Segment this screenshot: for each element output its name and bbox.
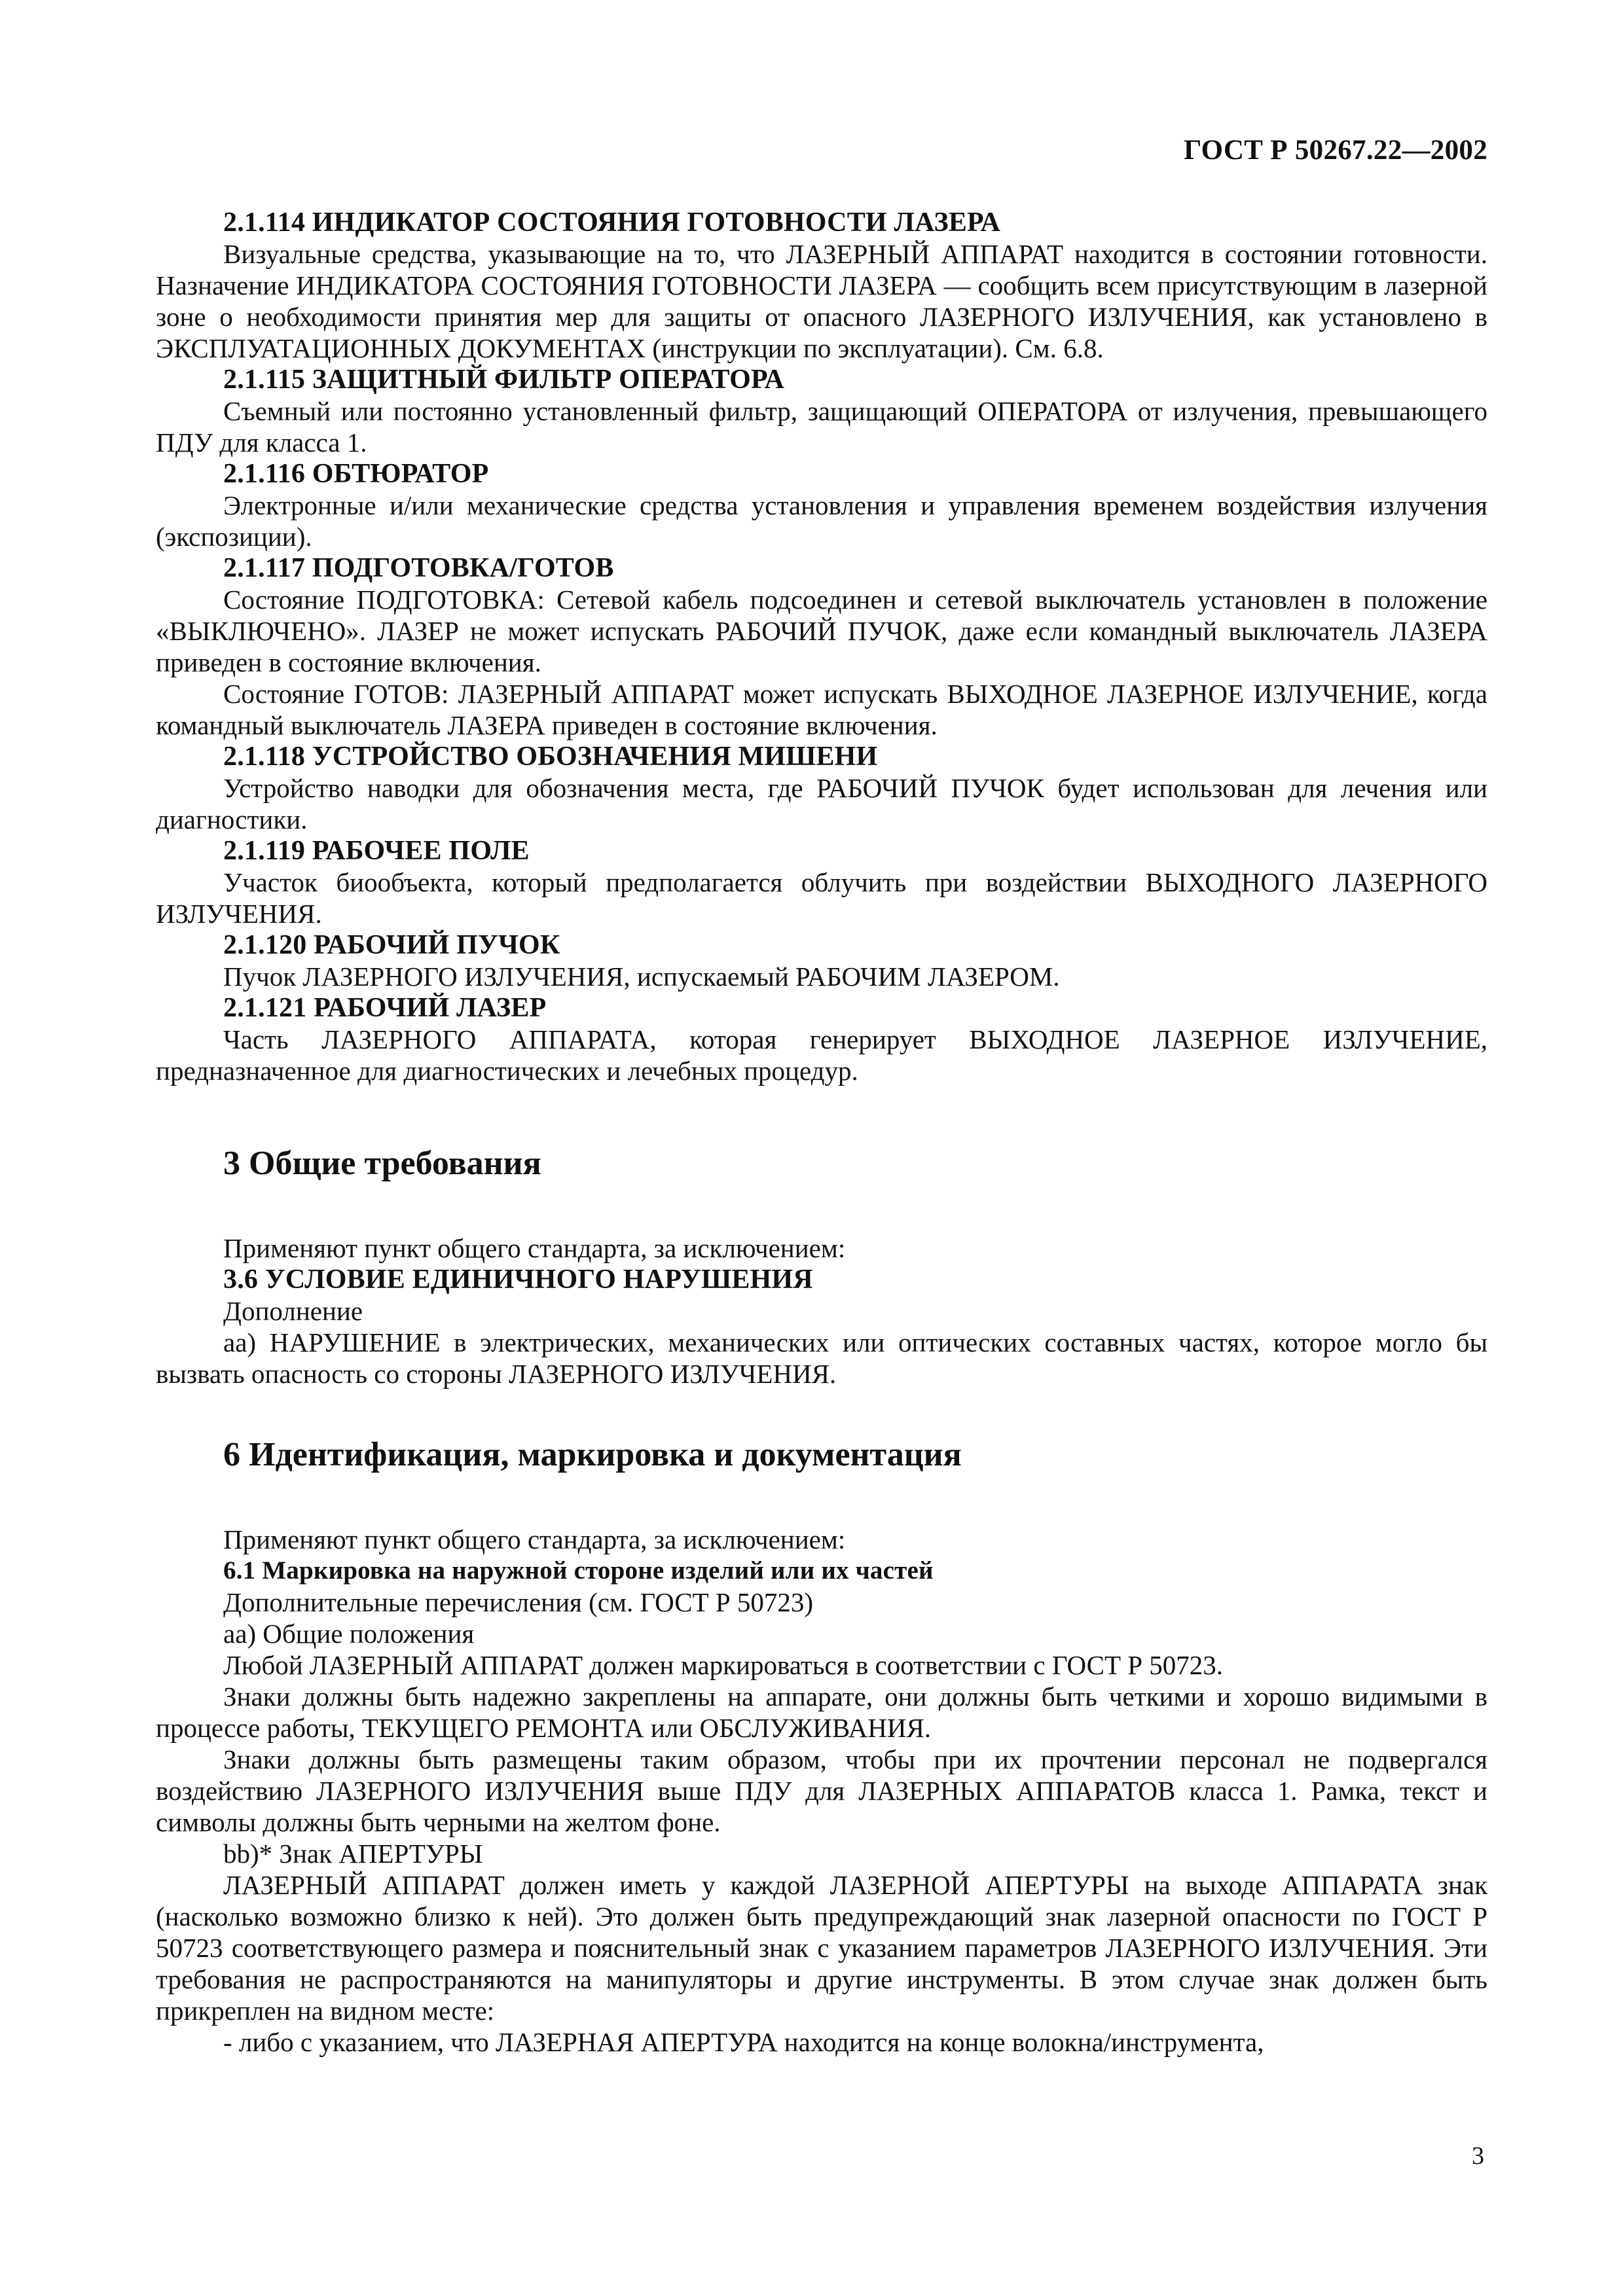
paragraph: Знаки должны быть размещены таким образом, чтобы при их прочтении персонал не подвергался воздействию ЛАЗЕРНОГО ИЗЛУЧЕНИЯ выше ПДУ для ЛАЗЕРНЫХ АППАРАТОВ класса 1. Рамка, текст и символы должны быть черными на желтом фоне. (156, 1744, 1487, 1837)
term-heading: 2.1.120 РАБОЧИЙ ПУЧОК (223, 930, 560, 960)
term-definition: Участок биообъекта, который предполагается облучить при воздействии ВЫХОДНОГО ЛАЗЕРНОГО ИЗЛУЧЕНИЯ. (156, 867, 1487, 929)
term-definition: Электронные и/или механические средства установления и управления временем воздействия излучения (экспозиции). (156, 490, 1487, 552)
term-definition: Часть ЛАЗЕРНОГО АППАРАТА, которая генерирует ВЫХОДНОЕ ЛАЗЕРНОЕ ИЗЛУЧЕНИЕ, предназначенное для диагностических и лечебных процедур. (156, 1024, 1487, 1086)
term-definition: Пучок ЛАЗЕРНОГО ИЗЛУЧЕНИЯ, испускаемый РАБОЧИМ ЛАЗЕРОМ. (223, 961, 1060, 992)
paragraph: Дополнительные перечисления (см. ГОСТ Р 50723) (223, 1587, 814, 1617)
term-heading: 2.1.121 РАБОЧИЙ ЛАЗЕР (223, 993, 547, 1023)
term-definition: Съемный или постоянно установленный фильтр, защищающий ОПЕРАТОРА от излучения, превышающего ПДУ для класса 1. (156, 396, 1487, 457)
paragraph: Любой ЛАЗЕРНЫЙ АППАРАТ должен маркироваться в соответствии с ГОСТ Р 50723. (223, 1650, 1224, 1680)
paragraph: аа) Общие положения (223, 1619, 475, 1649)
document-body (156, 207, 1487, 2058)
paragraph: Знаки должны быть надежно закреплены на аппарате, они должны быть четкими и хорошо видимыми в процессе работы, ТЕКУЩЕГО РЕМОНТА или ОБСЛУЖИВАНИЯ. (156, 1681, 1487, 1743)
paragraph: Применяют пункт общего стандарта, за исключением: (223, 1233, 846, 1263)
clause-heading: 6.1 Маркировка на наружной стороне изделий или их частей (223, 1556, 934, 1585)
paragraph: - либо с указанием, что ЛАЗЕРНАЯ АПЕРТУРА находится на конце волокна/инструмента, (223, 2027, 1264, 2057)
term-heading: 2.1.116 ОБТЮРАТОР (223, 459, 489, 489)
term-definition: Состояние ГОТОВ: ЛАЗЕРНЫЙ АППАРАТ может испускать ВЫХОДНОЕ ЛАЗЕРНОЕ ИЗЛУЧЕНИЕ, когда командный выключатель ЛАЗЕРА приведен в состояние включения. (156, 679, 1487, 740)
paragraph: Применяют пункт общего стандарта, за исключением: (223, 1524, 846, 1554)
term-heading: 2.1.117 ПОДГОТОВКА/ГОТОВ (223, 553, 614, 583)
section-heading-6: 6 Идентификация, маркировка и документация (223, 1436, 962, 1473)
term-heading: 2.1.119 РАБОЧЕЕ ПОЛЕ (223, 836, 530, 866)
term-heading: 2.1.115 ЗАЩИТНЫЙ ФИЛЬТР ОПЕРАТОРА (223, 365, 784, 395)
paragraph: аа) НАРУШЕНИЕ в электрических, механических или оптических составных частях, которое могло бы вызвать опасность со стороны ЛАЗЕРНОГО ИЗЛУЧЕНИЯ. (156, 1327, 1487, 1389)
page-number: 3 (1472, 2142, 1484, 2170)
term-definition: Состояние ПОДГОТОВКА: Сетевой кабель подсоединен и сетевой выключатель установлен в положение «ВЫКЛЮЧЕНО». ЛАЗЕР не может испускать РАБОЧИЙ ПУЧОК, даже если командный выключатель ЛАЗЕРА приведен в состояние включения. (156, 584, 1487, 677)
term-heading: 2.1.114 ИНДИКАТОР СОСТОЯНИЯ ГОТОВНОСТИ ЛАЗЕРА (223, 207, 1001, 238)
paragraph: bb)* Знак АПЕРТУРЫ (223, 1839, 483, 1869)
paragraph: Дополнение (223, 1296, 363, 1326)
paragraph: ЛАЗЕРНЫЙ АППАРАТ должен иметь у каждой ЛАЗЕРНОЙ АПЕРТУРЫ на выходе АППАРАТА знак (насколько возможно близко к ней). Это должен быть предупреждающий знак лазерной опасности по ГОСТ Р 50723 соответствующего размера и пояснительный знак с указанием параметров ЛАЗЕРНОГО ИЗЛУЧЕНИЯ. Эти требования не распространяются на манипуляторы и другие инструменты. В этом случае знак должен быть прикреплен на видном месте: (156, 1870, 1487, 2026)
term-definition: Визуальные средства, указывающие на то, что ЛАЗЕРНЫЙ АППАРАТ находится в состоянии готовности. Назначение ИНДИКАТОРА СОСТОЯНИЯ ГОТОВНОСТИ ЛАЗЕРА — сообщить всем присутствующим в лазерной зоне о необходимости принятия мер для защиты от опасного ЛАЗЕРНОГО ИЗЛУЧЕНИЯ, как установлено в ЭКСПЛУАТАЦИОННЫХ ДОКУМЕНТАХ (инструкции по эксплуатации). См. 6.8. (156, 239, 1487, 363)
clause-heading: 3.6 УСЛОВИЕ ЕДИНИЧНОГО НАРУШЕНИЯ (223, 1265, 813, 1295)
section-heading-3: 3 Общие требования (223, 1145, 541, 1182)
document-code-header: ГОСТ Р 50267.22—2002 (1183, 135, 1487, 166)
term-heading: 2.1.118 УСТРОЙСТВО ОБОЗНАЧЕНИЯ МИШЕНИ (223, 742, 878, 772)
term-definition: Устройство наводки для обозначения места, где РАБОЧИЙ ПУЧОК будет использован для лечения или диагностики. (156, 773, 1487, 834)
